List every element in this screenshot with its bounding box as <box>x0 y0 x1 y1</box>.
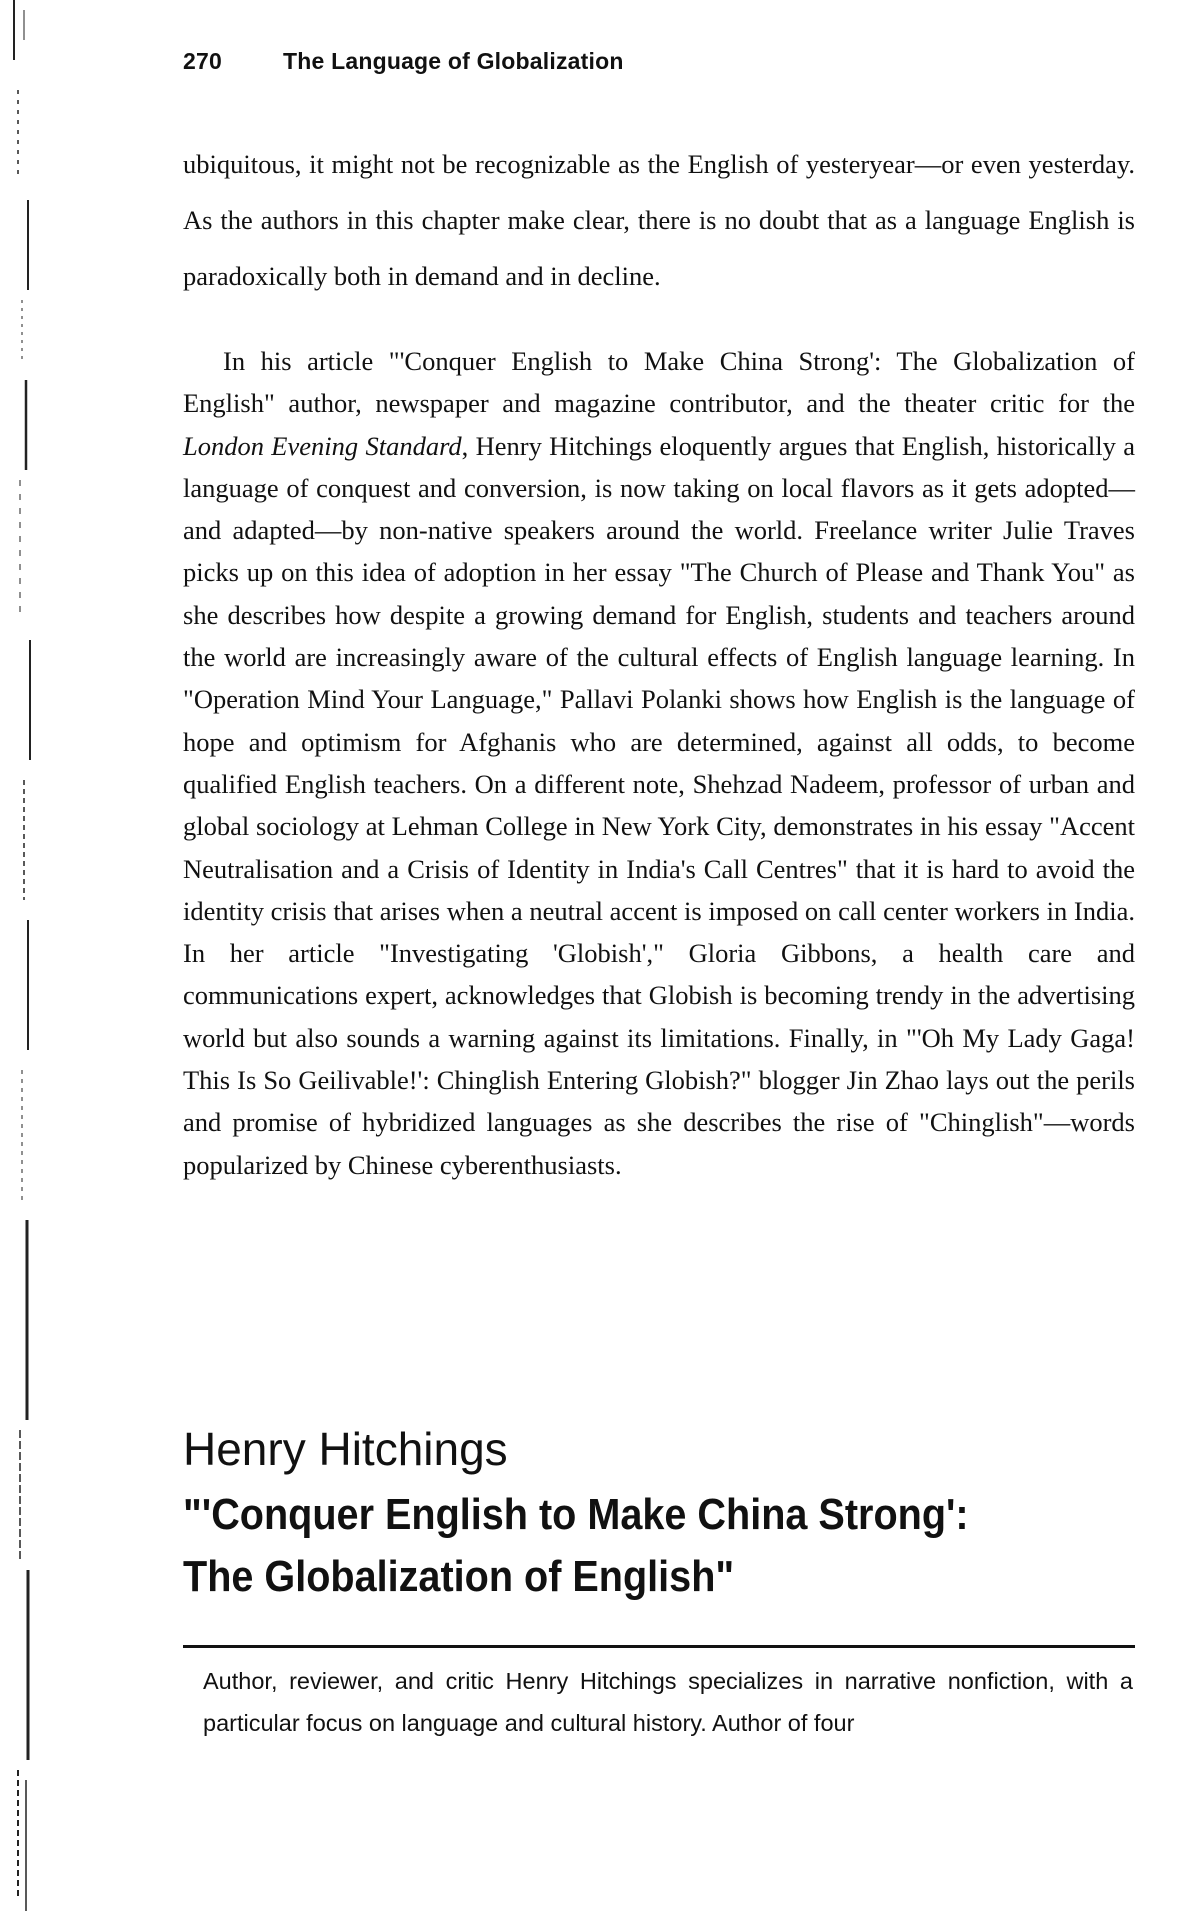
section-divider <box>183 1645 1135 1648</box>
running-head <box>183 48 624 75</box>
article-author: Henry Hitchings <box>183 1423 508 1475</box>
page-number: 270 <box>183 48 222 74</box>
article-title <box>183 1484 1047 1608</box>
article-title-line-2: The Globalization of English" <box>183 1552 735 1601</box>
intro-paragraph-2 <box>183 340 1135 1186</box>
publication-title: London Evening Standard <box>183 430 462 461</box>
author-bio: Author, reviewer, and critic Henry Hitchings specializes in narrative nonfiction, with a particular focus on language and cultural history. Author of four <box>203 1668 1133 1736</box>
paragraph-2-text-rest: , Henry Hitchings eloquently argues that English, historically a language of conquest and conversion, is now taking on local flavors as it gets adopted—and adapted—by non-native speakers around the world. Freelance writer Julie Traves picks up on this idea of adoption in her essay "The Church of Please and Thank You" as she describes how despite a growing demand for English, students and teachers around the world are increasingly aware of the cultural effects of English language learning. In "Operation Mind Your Language," Pallavi Polanki shows how English is the language of hope and optimism for Afghanis who are determined, against all odds, to become qualified English teachers. On a different note, Shehzad Nadeem, professor of urban and global sociology at Lehman College in New York City, demonstrates in his essay "Accent Neutralisation and a Crisis of Identity in India's Call Centres" that it is hard to avoid the identity crisis that arises when a neutral accent is imposed on call center workers in India. In her article "Investigating 'Globish'," Gloria Gibbons, a health care and communications expert, acknowledges that Globish is becoming trendy in the advertising world but also sounds a warning against its limitations. Finally, in "'Oh My Lady Gaga! This Is So Geilivable!': Chinglish Entering Globish?" blogger Jin Zhao lays out the perils and promise of hybridized languages as she describes the rise of "Chinglish"—words popularized by Chinese cyberenthusiasts. <box>183 430 1135 1180</box>
paragraph-2-text-start: In his article "'Conquer English to Make China Strong': The Globalization of English" author, newspaper and magazine contributor, and the theater critic for the <box>183 346 1135 419</box>
article-title-line-1: "'Conquer English to Make China Strong': <box>183 1490 969 1539</box>
running-head-title: The Language of Globalization <box>283 48 624 74</box>
intro-paragraph-1: ubiquitous, it might not be recognizable as the English of yesteryear—or even yesterday. As the authors in this chapter make clear, there is no doubt that as a language English is paradoxically both in demand and in decline. <box>183 149 1135 291</box>
scan-edge-artifact <box>0 0 40 1911</box>
